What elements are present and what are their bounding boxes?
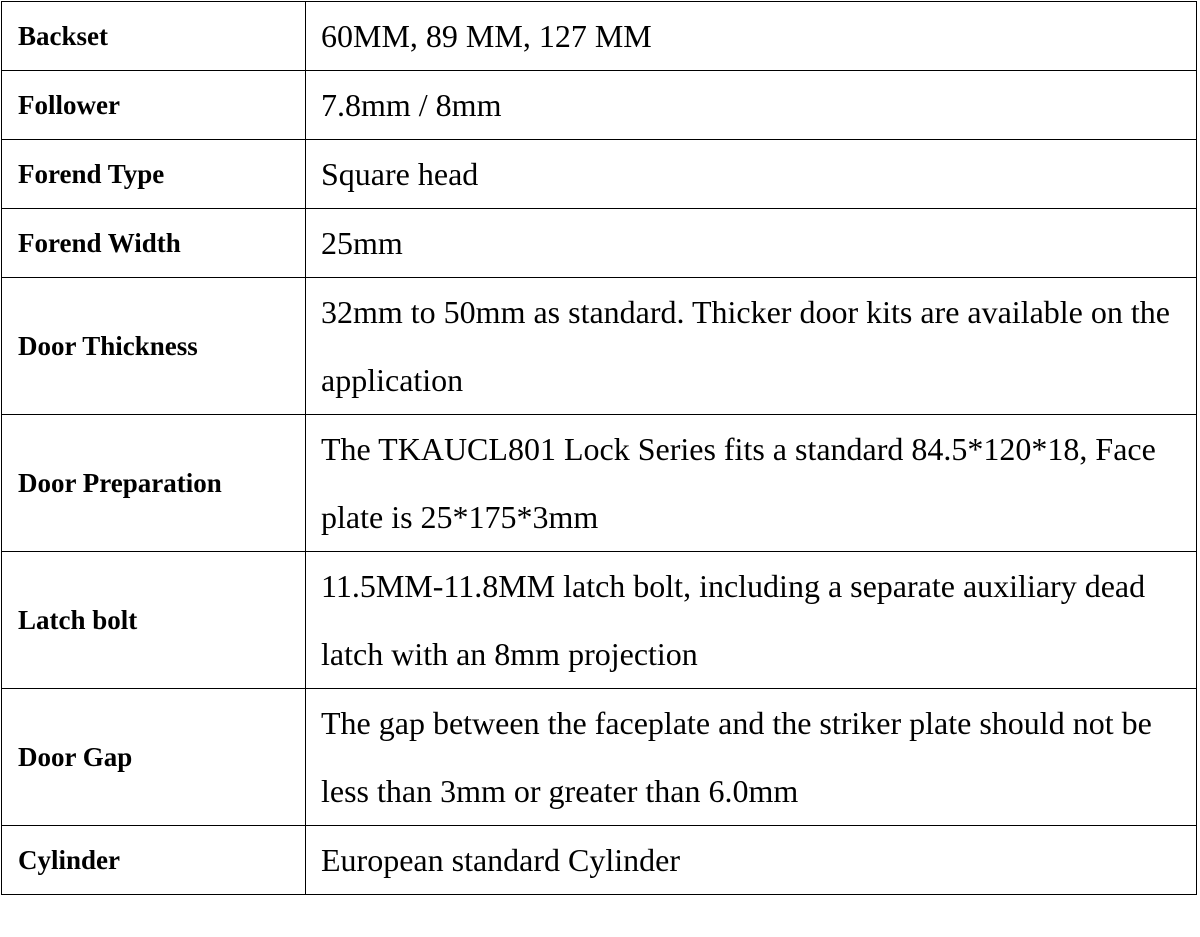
table-row xyxy=(2,826,1197,895)
table-row xyxy=(2,71,1197,140)
row-value: The gap between the faceplate and the striker plate should not be less than 3mm or greater than 6.0mm xyxy=(306,689,1197,826)
row-label: Follower xyxy=(2,71,306,140)
row-value: 25mm xyxy=(306,209,1197,278)
row-label: Forend Type xyxy=(2,140,306,209)
row-label: Door Thickness xyxy=(2,278,306,415)
row-label: Forend Width xyxy=(2,209,306,278)
row-label: Latch bolt xyxy=(2,552,306,689)
row-value: 32mm to 50mm as standard. Thicker door kits are available on the application xyxy=(306,278,1197,415)
table-row xyxy=(2,689,1197,826)
row-value: European standard Cylinder xyxy=(306,826,1197,895)
row-label: Door Preparation xyxy=(2,415,306,552)
row-value: 60MM, 89 MM, 127 MM xyxy=(306,2,1197,71)
table-row xyxy=(2,415,1197,552)
spec-table xyxy=(1,1,1197,895)
row-value: 7.8mm / 8mm xyxy=(306,71,1197,140)
table-row xyxy=(2,2,1197,71)
row-label: Cylinder xyxy=(2,826,306,895)
row-label: Door Gap xyxy=(2,689,306,826)
table-row xyxy=(2,140,1197,209)
row-value: The TKAUCL801 Lock Series fits a standard 84.5*120*18, Face plate is 25*175*3mm xyxy=(306,415,1197,552)
table-row xyxy=(2,209,1197,278)
row-value: Square head xyxy=(306,140,1197,209)
table-row xyxy=(2,278,1197,415)
row-value: 11.5MM-11.8MM latch bolt, including a separate auxiliary dead latch with an 8mm projection xyxy=(306,552,1197,689)
row-label: Backset xyxy=(2,2,306,71)
table-row xyxy=(2,552,1197,689)
